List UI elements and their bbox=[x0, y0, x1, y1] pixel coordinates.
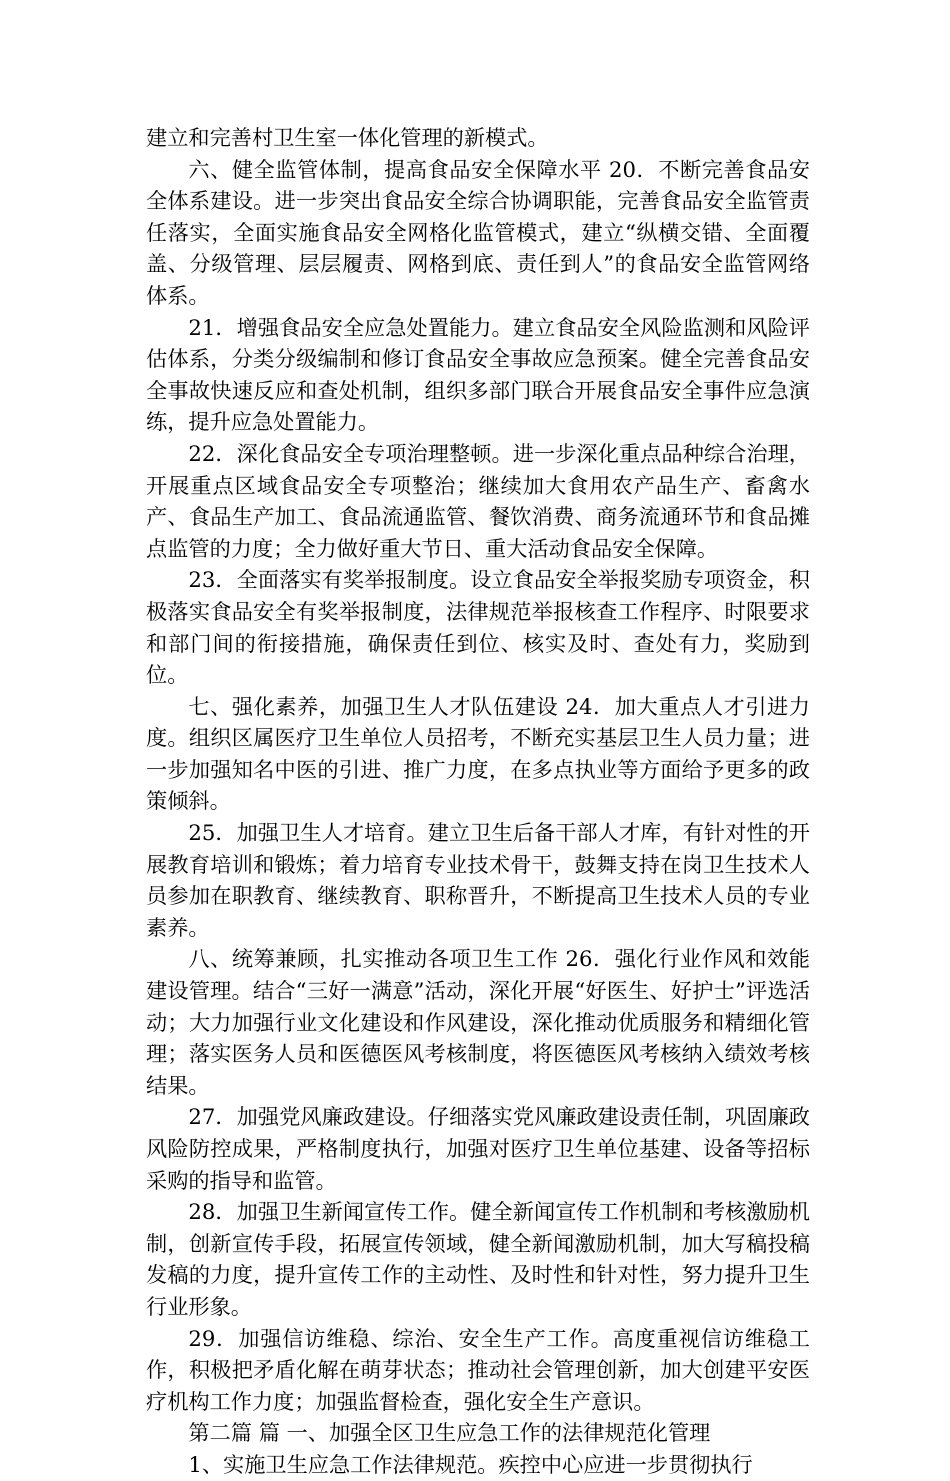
paragraph-25: 25．加强卫生人才培育。建立卫生后备干部人才库，有针对性的开展教育培训和锻炼；着力培育专业技术骨干，鼓舞支持在岗卫生技术人员参加在职教育、继续教育、职称晋升，不断提高卫生技术人员的专业素养。 bbox=[146, 820, 810, 940]
paragraph-27: 27．加强党风廉政建设。仔细落实党风廉政建设责任制，巩固廉政风险防控成果，严格制度执行，加强对医疗卫生单位基建、设备等招标采购的指导和监管。 bbox=[146, 1104, 810, 1193]
paragraph-section-8: 八、统筹兼顾，扎实推动各项卫生工作 26．强化行业作风和效能建设管理。结合“三好一满意”活动，深化开展“好医生、好护士”评选活动；大力加强行业文化建设和作风建设，深化推动优质服务和精细化管理；落实医务人员和医德医风考核制度，将医德医风考核纳入绩效考核结果。 bbox=[146, 946, 810, 1098]
paragraph-section-6: 六、健全监管体制，提高食品安全保障水平 20．不断完善食品安全体系建设。进一步突出食品安全综合协调职能，完善食品安全监管责任落实，全面实施食品安全网格化监管模式，建立“纵横交错、全面覆盖、分级管理、层层履责、网格到底、责任到人”的食品安全监管网络体系。 bbox=[146, 156, 810, 308]
paragraph-part2-1: 1、实施卫生应急工作法律规范。疾控中心应进一步贯彻执行 bbox=[188, 1451, 753, 1477]
paragraph-section-7: 七、强化素养，加强卫生人才队伍建设 24．加大重点人才引进力度。组织区属医疗卫生单位人员招考，不断充实基层卫生人员力量；进一步加强知名中医的引进、推广力度，在多点执业等方面给予更多的政策倾斜。 bbox=[146, 693, 810, 814]
part-two-heading: 第二篇 篇 一、加强全区卫生应急工作的法律规范化管理 bbox=[188, 1420, 711, 1446]
paragraph-28: 28．加强卫生新闻宣传工作。健全新闻宣传工作机制和考核激励机制，创新宣传手段，拓展宣传领域，健全新闻激励机制，加大写稿投稿发稿的力度，提升宣传工作的主动性、及时性和针对性，努力提升卫生行业形象。 bbox=[146, 1199, 810, 1319]
paragraph-22: 22．深化食品安全专项治理整顿。进一步深化重点品种综合治理，开展重点区域食品安全专项整治；继续加大食用农产品生产、畜禽水产、食品生产加工、食品流通监管、餐饮消费、商务流通环节和食品摊点监管的力度；全力做好重大节日、重大活动食品安全保障。 bbox=[146, 440, 810, 561]
document-body bbox=[146, 122, 810, 1481]
paragraph-21: 21．增强食品安全应急处置能力。建立食品安全风险监测和风险评估体系，分类分级编制和修订食品安全事故应急预案。健全完善食品安全事故快速反应和查处机制，组织多部门联合开展食品安全事件应急演练，提升应急处置能力。 bbox=[146, 314, 810, 435]
paragraph-0: 建立和完善村卫生室一体化管理的新模式。 bbox=[146, 125, 549, 150]
paragraph-29: 29．加强信访维稳、综治、安全生产工作。高度重视信访维稳工作，积极把矛盾化解在萌芽状态；推动社会管理创新，加大创建平安医疗机构工作力度；加强监督检查，强化安全生产意识。 bbox=[146, 1325, 810, 1414]
paragraph-23: 23．全面落实有奖举报制度。设立食品安全举报奖励专项资金，积极落实食品安全有奖举报制度，法律规范举报核查工作程序、时限要求和部门间的衔接措施，确保责任到位、核实及时、查处有力，奖励到位。 bbox=[146, 567, 810, 688]
